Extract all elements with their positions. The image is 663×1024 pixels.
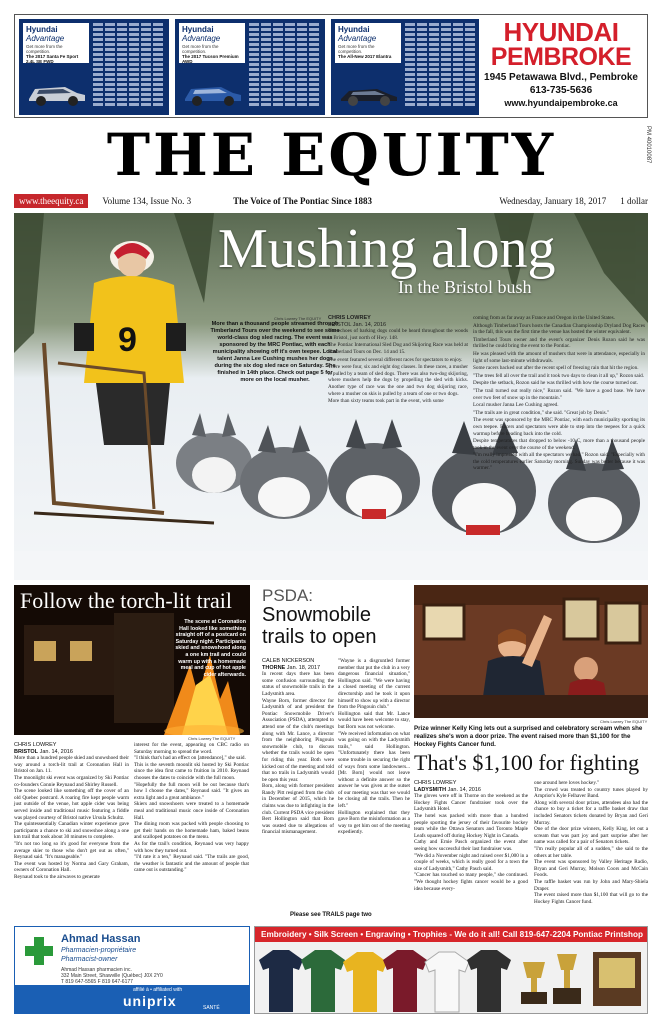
paragraph: "I'd rate it a ten," Reynaud said. "The trails are good, the weather is fantastic and the amount of people that came out is outstanding." xyxy=(134,854,249,874)
pharmacy-contact xyxy=(61,967,163,985)
price: 1 dollar xyxy=(620,196,648,206)
dealer-address: 1945 Petawawa Blvd., Pembroke xyxy=(484,72,638,83)
paragraph: Hollington said that Mr. Lance would have been welcome to stay, but Born was not welcome. xyxy=(338,710,410,730)
pharmacy-company: Ahmad Hassan pharmacien inc. xyxy=(61,967,132,973)
paragraph: interest for the event, appearing on CBC radio on Saturday morning to spread the word. xyxy=(134,742,249,755)
ad-comparison-table xyxy=(405,23,477,111)
paragraph: Born, along with former president Randy Pitt resigned from the club in December of 2015, which he claims was due to infighting in the club. Current PSDA vice president Bert Hollington said that Born was ousted due to allegations of financial mismanagement. xyxy=(262,783,334,836)
hockey-column-2 xyxy=(534,780,648,905)
car-icon xyxy=(25,79,89,107)
ad-tagline: Get more from the competition. xyxy=(338,44,375,54)
paragraph: "We received information on what was going on with the Ladysmith trails," said Hollington. "Unfortunately there has been some trouble in securing the right of ways from some landowners... [Mr. Born] would not leave without a definite answer so the answer he was given at the outset of our meeting was that we would be closing all the trails. Then he left." xyxy=(338,730,410,810)
snowmobile-headline: Snowmobile trails to open xyxy=(262,604,377,648)
ad-brand-advantage: Advantage xyxy=(26,34,65,43)
paragraph: Despite the setback, Rozon said he was thrilled with how the course turned out. xyxy=(473,380,638,387)
ad-brand-advantage: Advantage xyxy=(338,34,377,43)
paragraph: Despite temperatures that dropped to below -10 C, more than a thousand people took in the event over the course of the weekend. xyxy=(473,438,645,451)
photo-credit: Chris Lowrey The EQUITY xyxy=(274,316,322,321)
paragraph: The event was hosted by Norma and Gary Graham, owners of Coronation Hall. xyxy=(14,860,129,874)
photo-credit: Chris Lowrey The EQUITY xyxy=(188,736,236,741)
paragraph: Local musher Janna Lee Cushing agreed. xyxy=(473,402,559,409)
paragraph: "The trail turned out really nice," Rozon said. "We have a good base. We have over two feet of snow up in the mountain." xyxy=(473,387,645,401)
issue-info-bar xyxy=(14,193,648,209)
hockey-caption: Prize winner Kelly King lets out a surprised and celebratory scream when she realizes she's won a door prize. The event raised more than $1,100 for the Hockey Fights Cancer fund. xyxy=(414,725,643,748)
pharmacist-role-fr: Pharmacien-propriétaire xyxy=(61,947,137,954)
dateline-date: Jan. 14, 2016 xyxy=(447,786,481,793)
pharmacy-ad[interactable] xyxy=(14,926,250,1014)
continued-link[interactable]: Please see TRAILS page two xyxy=(290,912,372,918)
torch-column-2 xyxy=(134,742,249,874)
paragraph: As for the trail's condition, Reynaud was very happy with how they turned out. xyxy=(134,840,249,854)
dateline-date: Jan. 14, 2016 xyxy=(39,748,73,755)
paragraph: Although Timberland Tours hosts the Canadian Championship Dryland Dog Races in the fall, this was the first time the venue has hosted the winter equivalent. xyxy=(473,322,646,336)
paragraph: The dining room was packed with people choosing to get their hands on the homemade ham, baked beans and scalloped potatoes on the menu. xyxy=(134,821,249,841)
paragraph: The event was sponsored by the MRC Pontiac, with each municipality sporting its own teepee. Racers and spectators were able to step into the teepees for a quick warmup before heading back into the cold. xyxy=(473,417,645,437)
torch-column-1 xyxy=(14,742,129,880)
paragraph: The scene looked like something off the cover of an old Quebec postcard. A roaring fire kept people warm just outside of the venue, hot apple cider was being served inside and traditional music featuring a fiddle was played courtesy of Bristol native Ursula Schultz. xyxy=(14,788,129,821)
paragraph: Along with several door prizes, attendees also had the chance to buy a ticket for a raffle basket draw that included Senators tickets donated by Bryan and Geri Murray. xyxy=(534,799,648,826)
ad-comparison-table xyxy=(93,23,165,111)
paragraph: In recent days there has been some confusion surrounding the status of snowmobile trails in the Ladysmith area. xyxy=(262,671,334,697)
paragraph: Some racers backed out after the recent spell of freezing rain that hit the region. xyxy=(473,365,639,372)
printshop-ad[interactable] xyxy=(254,926,648,1014)
paragraph: "We did a November night and raised over $1,000 in a couple of weeks, which is really good for a town the size of Ladysmith," Cathy Pasch said. xyxy=(414,852,528,872)
paragraph: More than sixty teams took part in the event, with some xyxy=(328,398,444,405)
paragraph: "The trails are in great condition," she said. "Great job by Denis." xyxy=(473,409,610,416)
paragraph: coming from as far away as France and Oregon in the United States. xyxy=(473,315,615,321)
torch-caption: The scene at Coronation Hall looked like something straight off of a postcard on Saturday night. Participants skied and snowshoed along a one km trail and could warm up with a homemade meal and cup of hot apple cider afterwards. xyxy=(175,619,246,678)
ad-brand: Hyundai xyxy=(182,25,214,34)
lead-headline: Mushing along xyxy=(218,218,556,280)
affiliation: affilié à • affiliated with xyxy=(133,987,183,993)
paragraph: He was pleased with the amount of mushers that were in attendance, especially in light of some last-minute withdrawals. xyxy=(473,350,645,364)
ad-tagline: Get more from the competition. xyxy=(26,44,63,54)
paragraph: "I think that's had an effect on [attendance]," she said. xyxy=(134,755,246,762)
byline: CHRIS LOWREY xyxy=(414,780,457,786)
pharmacy-cross-icon xyxy=(23,935,55,967)
dateline-place: THORNE xyxy=(262,664,286,671)
paragraph: "Hopefully the full moon will be out because that's how I choose the dates," Reynaud said. "It gives an extra light and a great ambiance." xyxy=(134,781,249,801)
dateline-place: LADYSMITH xyxy=(414,786,447,793)
snowmobile-column-2 xyxy=(338,658,410,836)
ad-brand-box xyxy=(179,23,245,63)
ad-panel-tucson xyxy=(175,19,325,115)
hyundai-banner-ad[interactable] xyxy=(14,14,648,118)
hockey-photo xyxy=(414,585,648,718)
celebration-photo xyxy=(414,585,648,718)
apparel-trophies-image xyxy=(255,942,647,1014)
masthead xyxy=(0,122,663,188)
ad-brand-advantage: Advantage xyxy=(182,34,221,43)
paragraph: Timberland Tours owner and the event's organizer Denis Rozon said he was thrilled he could bring the event to the Pontiac. xyxy=(473,336,645,350)
byline: CHRIS LOWREY xyxy=(14,742,57,748)
volume-issue: Volume 134, Issue No. 3 xyxy=(102,196,192,206)
paragraph: The Pontiac International Sled Dog and Skijoring Race was held at Timberland Tours on Dec. 14 and 15. xyxy=(328,342,468,355)
lead-story xyxy=(14,213,648,580)
byline: CHRIS LOWREY xyxy=(328,315,371,321)
paragraph: Wayne Born, former director for Ladysmith of and president the Pontiac Snowmobile Driver's Association (PSDA), attempted to attend one of the club's meetings along with Mr. Lance, a director from the neighboring Pingouin snowmobile club, to discuss whether the trails would be open for riding this year. Both were kicked out of the meeting and told that no trails in Ladysmith would be open this year. xyxy=(262,697,334,783)
ad-model: The 2017 Santa Fe Sport 2.4L SE FWD xyxy=(26,53,79,64)
photo-credit: Chris Lowrey The EQUITY xyxy=(600,719,648,724)
ad-brand: Hyundai xyxy=(338,25,370,34)
lead-caption: More than a thousand people streamed through Timberland Tours over the weekend to see some world-class dog sled racing. The event was sponsored by the MRC Pontiac, with each municipality showing off it's own teepee. Local talent Janna Lee Cushing mushes her dogs during the six dog sled race on Saturday. She finished in 14th place. Check out page 5 for more on the local musher. xyxy=(210,321,340,383)
paragraph: Cathy and Ernie Pasch organized the event after seeing how successful their last fundraiser was. xyxy=(414,839,528,852)
paragraph: The gloves were off in Thorne on the weekend as the Hockey Fights Cancer fundraiser took over the Ladysmith Hotel. xyxy=(414,793,528,813)
paragraph: "I'm really impressed with all the spectators we had," Rozon said. "Especially with the cold temperatures earlier Saturday morning. Sunday was better because it was warmer." xyxy=(473,452,645,472)
paragraph: Hollington explained that they gave Born the misinformation as a way to get him out of the meeting expediently. xyxy=(338,809,410,836)
paragraph: "Wayne is a disgruntled former member that put the club in a very dangerous financial situation," Hollington said. "We were having a closed meeting of the current directorship and he took it upon himself to show up with a director from the Pingouin club." xyxy=(338,658,410,711)
site-url[interactable]: www.theequity.ca xyxy=(14,194,88,208)
uniprix-sante: SANTÉ xyxy=(203,1005,220,1011)
dateline-date: Jan. 18, 2017 xyxy=(286,664,321,671)
paragraph: The event was sponsored by Valley Heritage Radio, Bryan and Geri Murray, Molson Coors and McCain Foods. xyxy=(534,859,648,879)
pharmacy-phone: T 819 647-5565 F 819 647-6177 xyxy=(61,979,133,985)
snowmobile-column-1 xyxy=(262,658,334,836)
ad-brand-box xyxy=(335,23,401,63)
dateline: BRISTOL Jan. 14, 2016 xyxy=(328,321,387,328)
svg-text:9: 9 xyxy=(118,321,137,359)
dealer-name-2: PEMBROKE xyxy=(490,43,632,71)
byline: CALEB NICKERSON xyxy=(262,658,315,664)
paragraph: The event featured several different races for spectators to enjoy. xyxy=(328,356,463,363)
paragraph: Skiers and snowshoers were treated to a homemade meal and traditional music once inside of Coronation Hall. xyxy=(134,801,249,821)
ad-comparison-table xyxy=(249,23,321,111)
pharmacist-name: Ahmad Hassan xyxy=(61,933,141,945)
lead-column-1 xyxy=(328,315,468,406)
paragraph: The hotel was packed with more than a hundred people sporting the jersey of their favourite hockey team while the Ottawa Senators and Toronto Maple Leafs squared off during Hockey Night in Canada. xyxy=(414,812,528,839)
dealer-name-1: HYUNDAI xyxy=(503,17,619,47)
car-icon xyxy=(337,79,401,107)
hockey-headline: That's $1,100 for fighting xyxy=(414,750,640,775)
pharmacist-role-en: Pharmacist-owner xyxy=(61,956,118,963)
paragraph: More than a hundred people skied and snowshoed their way around a torch-lit trail at Coronation Hall in Bristol on Jan. 11. xyxy=(14,755,129,775)
newspaper-title: THE EQUITY xyxy=(106,121,557,189)
ad-panel-elantra xyxy=(331,19,481,115)
dateline-place: BRISTOL xyxy=(14,748,39,755)
lead-subhead: In the Bristol bush xyxy=(398,277,532,297)
paragraph: Reynaud took to the airwaves to generate xyxy=(14,873,100,880)
ad-brand: Hyundai xyxy=(26,25,58,34)
printshop-strip: Embroidery • Silk Screen • Engraving • Trophies - We do it all! Call 819-647-2204 Pontiac Printshop xyxy=(255,927,647,942)
torch-headline: Follow the torch-lit trail xyxy=(20,588,233,613)
snowmobile-kicker: PSDA: xyxy=(262,586,314,605)
torch-trail-photo xyxy=(14,585,250,735)
ad-brand-box xyxy=(23,23,89,63)
paragraph: "I'm really popular all of a sudden," she said to the others at her table. xyxy=(534,845,648,859)
dealer-block[interactable] xyxy=(479,19,643,115)
paragraph: There were four, six and eight dog classes. In these races, a musher is pulled by a team of sled dogs. There was also two-dog skijoring, where mushers help the dogs by propelling the sled with kicks. Another type of race was the one and two dog skijoring race, where a musher on skis is pulled by a team of one or two dogs. xyxy=(328,364,468,397)
uniprix-logo: uniprix xyxy=(123,993,177,1009)
lead-column-2 xyxy=(473,315,645,473)
paragraph: This is the seventh moonlit ski hosted by Ski Pontiac since the idea first came to fruition in 2010. Reynaud chooses the dates to coincide with the full moon. xyxy=(134,761,249,781)
issue-date: Wednesday, January 18, 2017 xyxy=(499,196,607,206)
dealer-website[interactable]: www.hyundaipembroke.ca xyxy=(504,98,618,108)
ad-tagline: Get more from the competition. xyxy=(182,44,219,54)
postal-code: PM 40010087 xyxy=(645,126,651,164)
paragraph: The raffle basket was run by John and Mary-Shiela Draper. xyxy=(534,878,648,892)
paragraph: one around here loves hockey." xyxy=(534,780,600,786)
ad-panel-santa-fe xyxy=(19,19,169,115)
hockey-column-1 xyxy=(414,780,528,892)
ad-model: The 2017 Tucson Premium AWD xyxy=(182,53,239,64)
ad-model: The All-New 2017 Elantra xyxy=(338,53,392,59)
dealer-phone: 613-735-5636 xyxy=(529,85,593,96)
paragraph: "The trees fell all over the trail and it took two days to clean it all up," Rozon said. xyxy=(473,372,645,379)
paragraph: One of the door prize winners, Kelly King, let out a scream that was part joy and part surprise after her name was called for a pair of Senators tickets. xyxy=(534,826,648,846)
paragraph: The echoes of barking dogs could be heard throughout the woods in Bristol, just north of Hwy. 148. xyxy=(328,328,468,341)
paragraph: The quintessentially Canadian winter experience gave participants a chance to ski and snowshoe along a one km trail that took about 30 minutes to complete. xyxy=(14,821,129,841)
paragraph: "Cancer has touched so many people," she continued. "We thought hockey fights cancer would be a good idea because every- xyxy=(414,872,528,892)
paragraph: The moonlight ski event was organized by Ski Pontiac co-founders Connie Reynaud and Shirley Russell. xyxy=(14,774,129,788)
motto: The Voice of The Pontiac Since 1883 xyxy=(233,196,372,206)
paragraph: "It's not too long so it's good for everyone from the average skier to those who don't get out as often," Reynaud said. "It's manageable." xyxy=(14,840,129,861)
paragraph: The crowd was treated to country tunes played by Arnprior's Kyle Felhaver Band. xyxy=(534,786,648,800)
paragraph: The event raised more than $1,100 that will go to the Hockey Fights Cancer fund. xyxy=(534,892,648,905)
car-icon xyxy=(181,79,245,107)
pharmacy-address: 332 Main Street, Shawville (Québec) J0X 2Y0 xyxy=(61,973,163,979)
